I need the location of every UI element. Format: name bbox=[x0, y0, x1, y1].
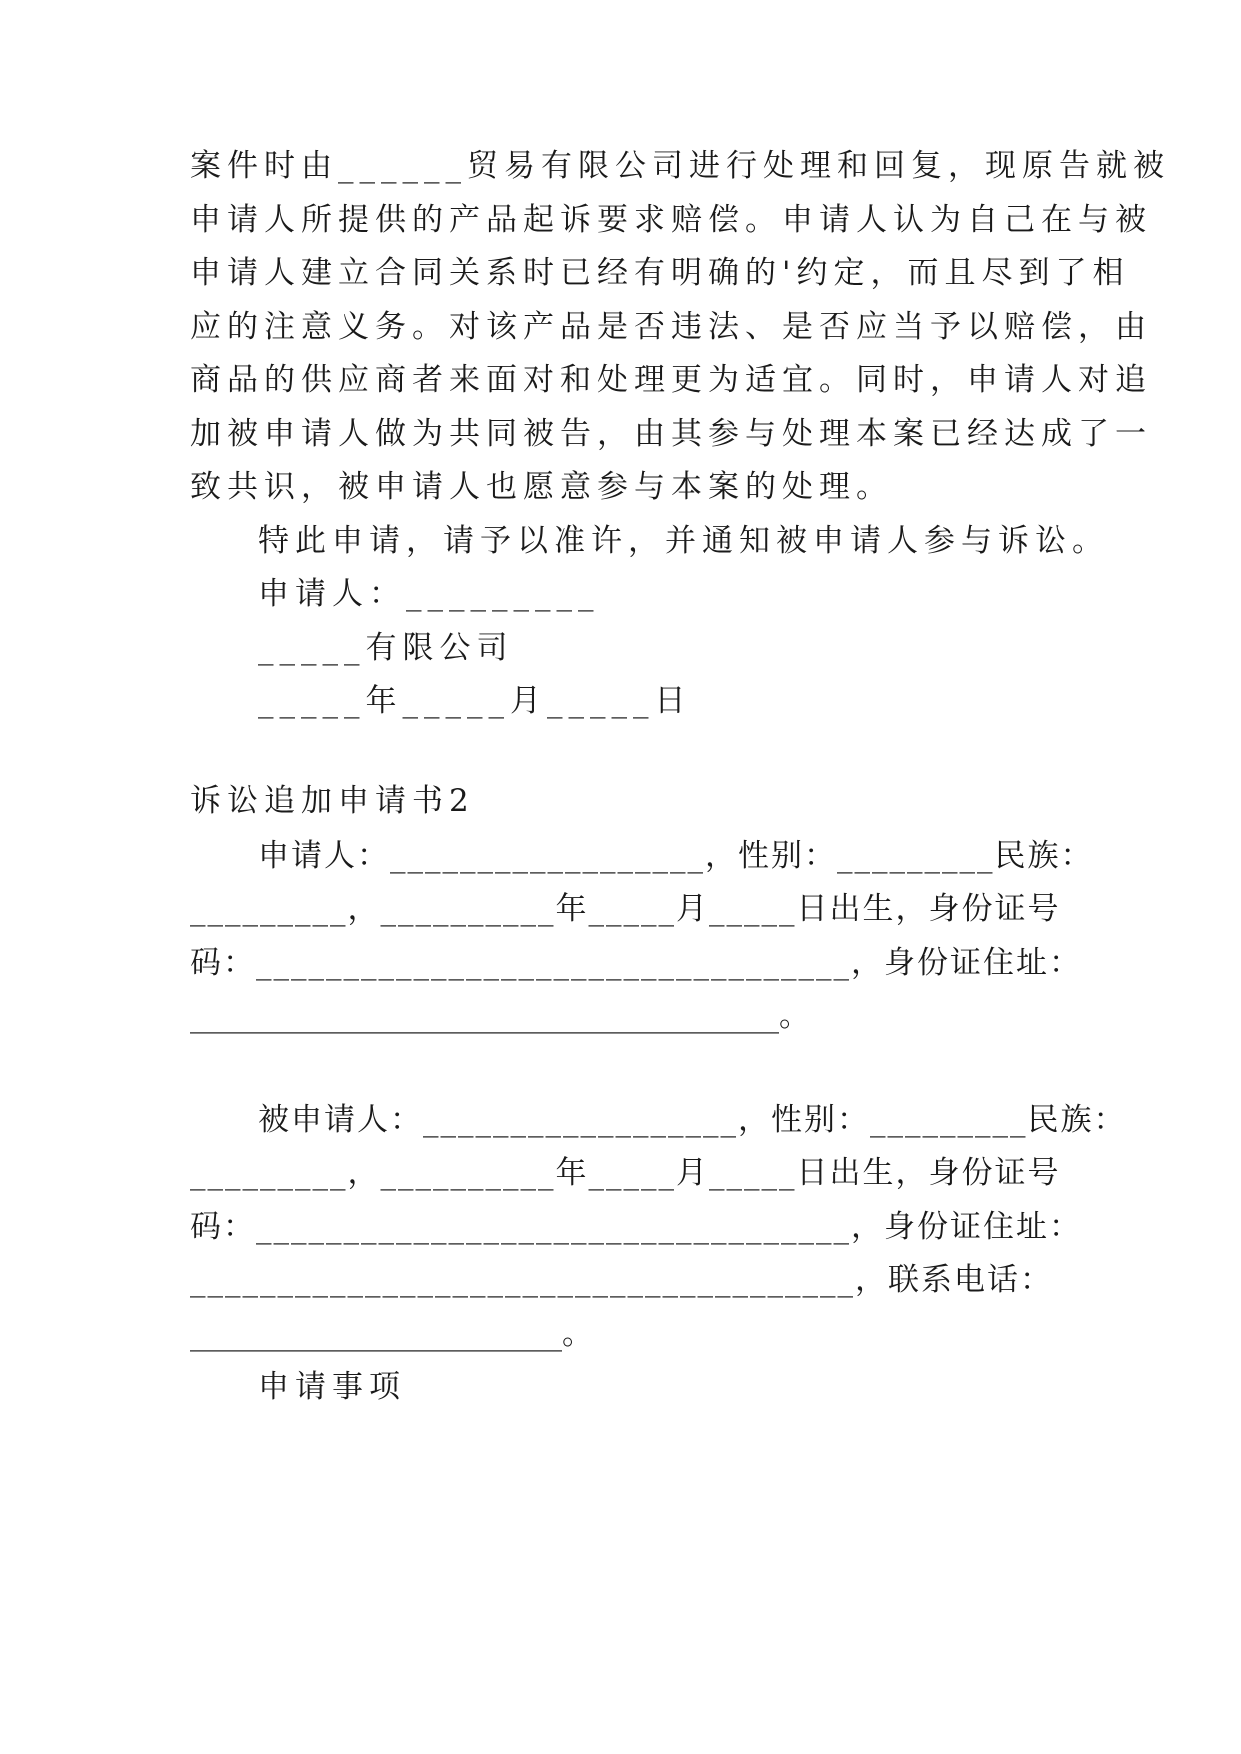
signature-applicant: 申请人：_________ bbox=[258, 576, 600, 612]
signature-company: _____有限公司 bbox=[258, 630, 514, 666]
request-statement: 特此申请，请予以准许，并通知被申请人参与诉讼。 bbox=[258, 523, 1109, 559]
paragraph-line: 致共识，被申请人也愿意参与本案的处理。 bbox=[190, 469, 893, 505]
paragraph-line: 案件时由______贸易有限公司进行处理和回复，现原告就被 bbox=[190, 148, 1170, 184]
paragraph-line: 商品的供应商者来面对和处理更为适宜。同时，申请人对追 bbox=[190, 362, 1152, 398]
paragraph-line: 加被申请人做为共同被告，由其参与处理本案已经达成了一 bbox=[190, 416, 1152, 452]
signature-date: _____年_____月_____日 bbox=[258, 683, 692, 719]
respondent-line: ______________________________________，联系电话： bbox=[190, 1262, 1053, 1298]
respondent-line: ________________________。 bbox=[190, 1316, 593, 1352]
respondent-line: 被申请人：__________________，性别：_________民族： bbox=[258, 1102, 1127, 1138]
matters-heading: 申请事项 bbox=[258, 1369, 406, 1405]
applicant-line: _________，__________年_____月_____日出生，身份证号 bbox=[190, 891, 1061, 927]
paragraph-line: 申请人建立合同关系时已经有明确的'约定，而且尽到了相 bbox=[190, 255, 1130, 291]
applicant-line: 申请人：__________________，性别：_________民族： bbox=[258, 838, 1094, 874]
respondent-line: 码：__________________________________，身份证住址： bbox=[190, 1209, 1082, 1245]
section-title: 诉讼追加申请书2 bbox=[190, 783, 475, 819]
applicant-line: ______________________________________。 bbox=[190, 998, 810, 1034]
applicant-line: 码：__________________________________，身份证住址： bbox=[190, 945, 1082, 981]
paragraph-line: 申请人所提供的产品起诉要求赔偿。申请人认为自己在与被 bbox=[190, 202, 1152, 238]
respondent-line: _________，__________年_____月_____日出生，身份证号 bbox=[190, 1155, 1061, 1191]
paragraph-line: 应的注意义务。对该产品是否违法、是否应当予以赔偿，由 bbox=[190, 309, 1152, 345]
